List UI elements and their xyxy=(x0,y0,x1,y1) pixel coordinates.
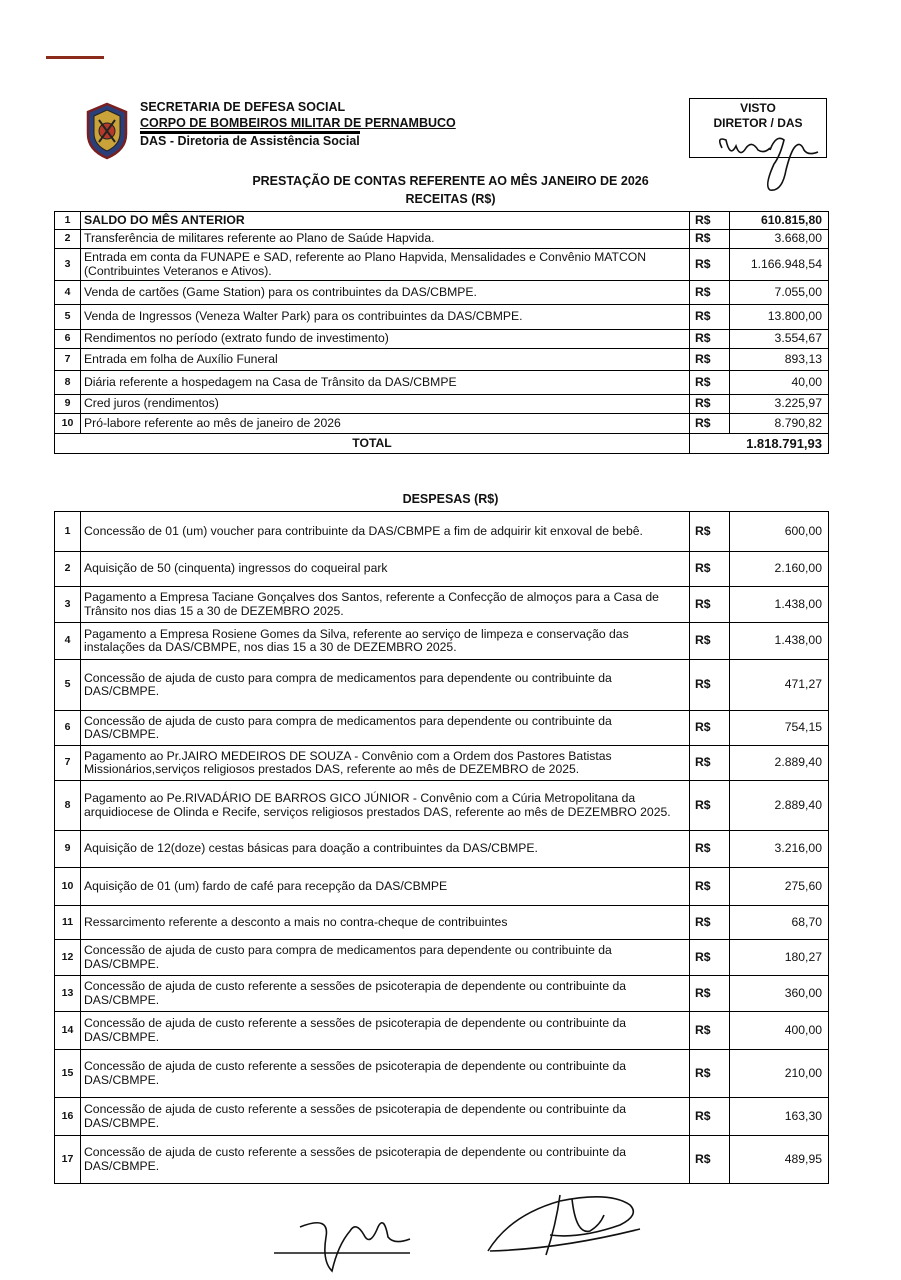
row-currency: R$ xyxy=(690,746,730,781)
row-number: 5 xyxy=(55,305,81,330)
table-row xyxy=(55,868,829,906)
visto-director-label: DIRETOR / DAS xyxy=(713,116,803,130)
table-row xyxy=(55,212,829,230)
row-number: 3 xyxy=(55,587,81,623)
row-number: 6 xyxy=(55,330,81,349)
table-row xyxy=(55,976,829,1012)
row-currency: R$ xyxy=(690,660,730,711)
row-description: Venda de cartões (Game Station) para os contribuintes da DAS/CBMPE. xyxy=(81,281,690,305)
row-description: Concessão de ajuda de custo para compra de medicamentos para dependente ou contribuinte da DAS/CBMPE. xyxy=(81,711,690,746)
top-edge-mark xyxy=(46,56,104,59)
row-description: Venda de Ingressos (Veneza Walter Park) para os contribuintes da DAS/CBMPE. xyxy=(81,305,690,330)
row-number: 16 xyxy=(55,1098,81,1136)
table-row xyxy=(55,940,829,976)
row-currency: R$ xyxy=(690,587,730,623)
row-description: Pagamento a Empresa Taciane Gonçalves dos Santos, referente a Confecção de almoços para a Casa de Trânsito nos dias 15 a 30 de DEZEMBRO 2025. xyxy=(81,587,690,623)
row-currency: R$ xyxy=(690,552,730,587)
table-row xyxy=(55,395,829,414)
table-row xyxy=(55,305,829,330)
table-row xyxy=(55,746,829,781)
row-description: Concessão de ajuda de custo referente a sessões de psicoterapia de dependente ou contribuinte da DAS/CBMPE. xyxy=(81,1136,690,1184)
signatures xyxy=(260,1175,680,1275)
table-row xyxy=(55,781,829,831)
row-value: 1.438,00 xyxy=(730,623,829,660)
row-number: 6 xyxy=(55,711,81,746)
row-description: Transferência de militares referente ao Plano de Saúde Hapvida. xyxy=(81,230,690,249)
row-number: 13 xyxy=(55,976,81,1012)
row-value: 2.889,40 xyxy=(730,781,829,831)
row-value: 471,27 xyxy=(730,660,829,711)
letterhead xyxy=(84,100,604,160)
row-value: 754,15 xyxy=(730,711,829,746)
row-value: 13.800,00 xyxy=(730,305,829,330)
row-value: 1.166.948,54 xyxy=(730,249,829,281)
row-currency: R$ xyxy=(690,623,730,660)
row-value: 7.055,00 xyxy=(730,281,829,305)
row-value: 2.889,40 xyxy=(730,746,829,781)
row-number: 9 xyxy=(55,831,81,868)
row-number: 8 xyxy=(55,371,81,395)
row-value: 180,27 xyxy=(730,940,829,976)
row-currency: R$ xyxy=(690,330,730,349)
row-currency: R$ xyxy=(690,212,730,230)
receitas-table xyxy=(54,211,829,454)
row-currency: R$ xyxy=(690,371,730,395)
table-row xyxy=(55,906,829,940)
table-row xyxy=(55,330,829,349)
total-value: 1.818.791,93 xyxy=(690,434,829,454)
row-description: Rendimentos no período (extrato fundo de investimento) xyxy=(81,330,690,349)
row-currency: R$ xyxy=(690,940,730,976)
row-description: Concessão de ajuda de custo referente a sessões de psicoterapia de dependente ou contribuinte da DAS/CBMPE. xyxy=(81,1098,690,1136)
row-value: 3.668,00 xyxy=(730,230,829,249)
receitas-heading: RECEITAS (R$) xyxy=(405,192,496,206)
row-description: Aquisição de 50 (cinquenta) ingressos do coqueiral park xyxy=(81,552,690,587)
despesas-table xyxy=(54,511,829,1184)
table-row xyxy=(55,249,829,281)
row-currency: R$ xyxy=(690,395,730,414)
signature-right xyxy=(488,1195,640,1255)
row-value: 600,00 xyxy=(730,512,829,552)
row-value: 40,00 xyxy=(730,371,829,395)
row-number: 14 xyxy=(55,1012,81,1050)
table-row xyxy=(55,349,829,371)
table-row xyxy=(55,1050,829,1098)
row-value: 3.216,00 xyxy=(730,831,829,868)
table-row xyxy=(55,623,829,660)
visto-label: VISTO xyxy=(740,101,776,115)
table-row xyxy=(55,552,829,587)
signature-left xyxy=(274,1223,410,1271)
row-currency: R$ xyxy=(690,781,730,831)
row-currency: R$ xyxy=(690,349,730,371)
row-currency: R$ xyxy=(690,1050,730,1098)
row-value: 210,00 xyxy=(730,1050,829,1098)
row-number: 7 xyxy=(55,746,81,781)
table-row xyxy=(55,281,829,305)
row-value: 163,30 xyxy=(730,1098,829,1136)
row-number: 15 xyxy=(55,1050,81,1098)
row-description: Aquisição de 12(doze) cestas básicas para doação a contribuintes da DAS/CBMPE. xyxy=(81,831,690,868)
table-row xyxy=(55,414,829,434)
fire-department-emblem-icon xyxy=(84,102,130,160)
row-value: 360,00 xyxy=(730,976,829,1012)
row-number: 9 xyxy=(55,395,81,414)
row-description: Ressarcimento referente a desconto a mais no contra-cheque de contribuintes xyxy=(81,906,690,940)
total-row xyxy=(55,434,829,454)
row-description: Entrada em conta da FUNAPE e SAD, referente ao Plano Hapvida, Mensalidades e Convênio MATCON (Contribuintes Veteranos e Ativos). xyxy=(81,249,690,281)
row-description: Pagamento ao Pr.JAIRO MEDEIROS DE SOUZA - Convênio com a Ordem dos Pastores Batistas Missionários,serviços religiosos prestados DAS, referente ao mês de DEZEMBRO de 2025. xyxy=(81,746,690,781)
table-row xyxy=(55,1012,829,1050)
row-value: 8.790,82 xyxy=(730,414,829,434)
row-currency: R$ xyxy=(690,711,730,746)
row-description: Pró-labore referente ao mês de janeiro de 2026 xyxy=(81,414,690,434)
row-currency: R$ xyxy=(690,1098,730,1136)
row-number: 12 xyxy=(55,940,81,976)
table-row xyxy=(55,371,829,395)
row-currency: R$ xyxy=(690,512,730,552)
row-number: 10 xyxy=(55,868,81,906)
row-number: 3 xyxy=(55,249,81,281)
row-currency: R$ xyxy=(690,976,730,1012)
org-corpo-bombeiros: CORPO DE BOMBEIROS MILITAR DE PERNAMBUCO xyxy=(140,115,456,130)
row-currency: R$ xyxy=(690,230,730,249)
row-number: 2 xyxy=(55,552,81,587)
row-currency: R$ xyxy=(690,1136,730,1184)
row-number: 11 xyxy=(55,906,81,940)
row-currency: R$ xyxy=(690,281,730,305)
row-number: 5 xyxy=(55,660,81,711)
row-currency: R$ xyxy=(690,1012,730,1050)
total-label: TOTAL xyxy=(55,434,690,454)
row-description: Concessão de ajuda de custo referente a sessões de psicoterapia de dependente ou contribuinte da DAS/CBMPE. xyxy=(81,1012,690,1050)
table-row xyxy=(55,831,829,868)
row-description: Diária referente a hospedagem na Casa de Trânsito da DAS/CBMPE xyxy=(81,371,690,395)
row-value: 275,60 xyxy=(730,868,829,906)
row-description: Concessão de ajuda de custo para compra de medicamentos para dependente ou contribuinte da DAS/CBMPE. xyxy=(81,660,690,711)
row-description: Pagamento a Empresa Rosiene Gomes da Silva, referente ao serviço de limpeza e conservação das instalações da DAS/CBMPE, nos dias 15 a 30 de DEZEMBRO 2025. xyxy=(81,623,690,660)
despesas-heading: DESPESAS (R$) xyxy=(402,492,499,506)
table-row xyxy=(55,587,829,623)
row-number: 1 xyxy=(55,212,81,230)
row-description: Aquisição de 01 (um) fardo de café para recepção da DAS/CBMPE xyxy=(81,868,690,906)
row-currency: R$ xyxy=(690,906,730,940)
row-description: Entrada em folha de Auxílio Funeral xyxy=(81,349,690,371)
row-number: 7 xyxy=(55,349,81,371)
row-description: SALDO DO MÊS ANTERIOR xyxy=(81,212,690,230)
table-row xyxy=(55,1098,829,1136)
row-description: Concessão de 01 (um) voucher para contribuinte da DAS/CBMPE a fim de adquirir kit enxoval de bebê. xyxy=(81,512,690,552)
row-value: 3.225,97 xyxy=(730,395,829,414)
row-value: 2.160,00 xyxy=(730,552,829,587)
org-das: DAS - Diretoria de Assistência Social xyxy=(140,131,360,150)
row-value: 68,70 xyxy=(730,906,829,940)
org-secretaria: SECRETARIA DE DEFESA SOCIAL xyxy=(140,100,346,114)
row-number: 10 xyxy=(55,414,81,434)
row-value: 610.815,80 xyxy=(730,212,829,230)
row-number: 4 xyxy=(55,281,81,305)
table-row xyxy=(55,711,829,746)
row-value: 893,13 xyxy=(730,349,829,371)
row-value: 3.554,67 xyxy=(730,330,829,349)
table-row xyxy=(55,660,829,711)
row-value: 400,00 xyxy=(730,1012,829,1050)
row-description: Concessão de ajuda de custo referente a sessões de psicoterapia de dependente ou contribuinte da DAS/CBMPE. xyxy=(81,1050,690,1098)
organization-block xyxy=(140,100,456,150)
row-number: 17 xyxy=(55,1136,81,1184)
row-currency: R$ xyxy=(690,414,730,434)
row-currency: R$ xyxy=(690,831,730,868)
row-description: Pagamento ao Pe.RIVADÁRIO DE BARROS GICO JÚNIOR - Convênio com a Cúria Metropolitana da arquidiocese de Olinda e Recife, serviços religiosos prestados DAS, referente ao mês de DEZEMBRO 2025. xyxy=(81,781,690,831)
table-row xyxy=(55,512,829,552)
row-number: 8 xyxy=(55,781,81,831)
row-value: 489,95 xyxy=(730,1136,829,1184)
row-currency: R$ xyxy=(690,249,730,281)
report-title: PRESTAÇÃO DE CONTAS REFERENTE AO MÊS JANEIRO DE 2026 xyxy=(252,174,649,188)
row-value: 1.438,00 xyxy=(730,587,829,623)
row-number: 1 xyxy=(55,512,81,552)
row-number: 4 xyxy=(55,623,81,660)
row-description: Concessão de ajuda de custo referente a sessões de psicoterapia de dependente ou contribuinte da DAS/CBMPE. xyxy=(81,976,690,1012)
row-currency: R$ xyxy=(690,305,730,330)
row-description: Cred juros (rendimentos) xyxy=(81,395,690,414)
row-description: Concessão de ajuda de custo para compra de medicamentos para dependente ou contribuinte da DAS/CBMPE. xyxy=(81,940,690,976)
row-currency: R$ xyxy=(690,868,730,906)
row-number: 2 xyxy=(55,230,81,249)
table-row xyxy=(55,230,829,249)
